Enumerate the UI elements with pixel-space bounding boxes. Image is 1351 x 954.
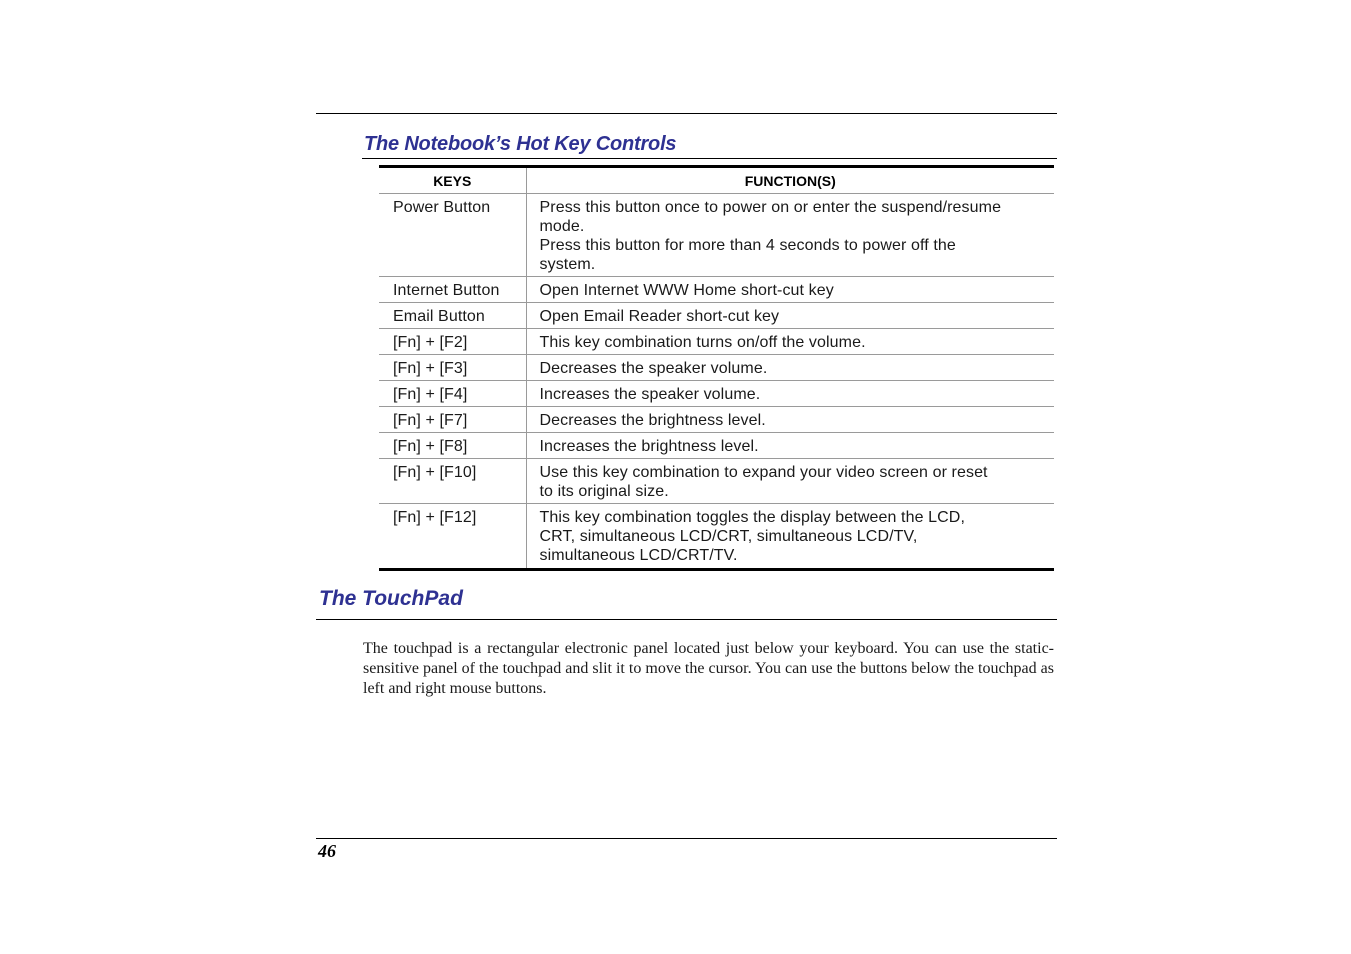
function-line: Use this key combination to expand your video screen or reset — [539, 464, 988, 481]
page-number: 46 — [318, 841, 336, 861]
function-cell — [526, 381, 1054, 407]
table-row — [379, 433, 1054, 459]
function-line: Open Email Reader short-cut key — [539, 308, 780, 325]
key-cell: [Fn] + [F2] — [379, 329, 526, 355]
function-cell — [526, 303, 1054, 329]
section-title-underline — [316, 619, 1057, 620]
table-row — [379, 355, 1054, 381]
function-cell — [526, 433, 1054, 459]
function-line: This key combination toggles the display between the LCD, — [539, 509, 965, 526]
table-row — [379, 329, 1054, 355]
function-line: simultaneous LCD/CRT/TV. — [539, 547, 738, 564]
function-line: Press this button for more than 4 seconds to power off the — [539, 237, 956, 254]
function-line: CRT, simultaneous LCD/CRT, simultaneous LCD/TV, — [539, 528, 918, 545]
table-row — [379, 407, 1054, 433]
function-cell — [526, 329, 1054, 355]
touchpad-description: The touchpad is a rectangular electronic panel located just below your keyboard. You can use the static-sensitive panel of the touchpad and slit it to move the cursor. You can use the buttons below the touchpad as left and right mouse buttons. — [363, 640, 1054, 697]
table-header-row — [379, 167, 1054, 194]
hotkey-rows — [379, 194, 1054, 570]
table-row — [379, 194, 1054, 277]
function-line: Decreases the brightness level. — [539, 412, 766, 429]
function-line: to its original size. — [539, 483, 669, 500]
table-row — [379, 504, 1054, 570]
key-cell: [Fn] + [F8] — [379, 433, 526, 459]
function-line: Increases the speaker volume. — [539, 386, 761, 403]
function-line: This key combination turns on/off the volume. — [539, 334, 866, 351]
function-cell — [526, 355, 1054, 381]
function-line: Decreases the speaker volume. — [539, 360, 768, 377]
footer-rule — [316, 838, 1057, 839]
function-line: Open Internet WWW Home short-cut key — [539, 282, 834, 299]
key-cell: Email Button — [379, 303, 526, 329]
table-row — [379, 303, 1054, 329]
function-line: system. — [539, 256, 596, 273]
section-title-underline — [362, 158, 1057, 159]
column-header-functions: FUNCTION(S) — [526, 167, 1054, 194]
key-cell: Power Button — [379, 194, 526, 277]
hotkey-table — [379, 165, 1054, 571]
key-cell: [Fn] + [F12] — [379, 504, 526, 570]
key-cell: [Fn] + [F10] — [379, 459, 526, 504]
key-cell: Internet Button — [379, 277, 526, 303]
function-line: mode. — [539, 218, 585, 235]
function-line: Press this button once to power on or enter the suspend/resume — [539, 199, 1002, 216]
key-cell: [Fn] + [F3] — [379, 355, 526, 381]
key-cell: [Fn] + [F7] — [379, 407, 526, 433]
section-title-touchpad: The TouchPad — [319, 587, 463, 610]
table-row — [379, 459, 1054, 504]
section-title-hotkeys: The Notebook’s Hot Key Controls — [364, 133, 677, 155]
function-line: Increases the brightness level. — [539, 438, 759, 455]
table-row — [379, 381, 1054, 407]
function-cell — [526, 504, 1054, 570]
function-cell — [526, 407, 1054, 433]
function-cell — [526, 194, 1054, 277]
top-rule — [316, 113, 1057, 114]
table-row — [379, 277, 1054, 303]
column-header-keys: KEYS — [379, 167, 526, 194]
key-cell: [Fn] + [F4] — [379, 381, 526, 407]
function-cell — [526, 277, 1054, 303]
function-cell — [526, 459, 1054, 504]
